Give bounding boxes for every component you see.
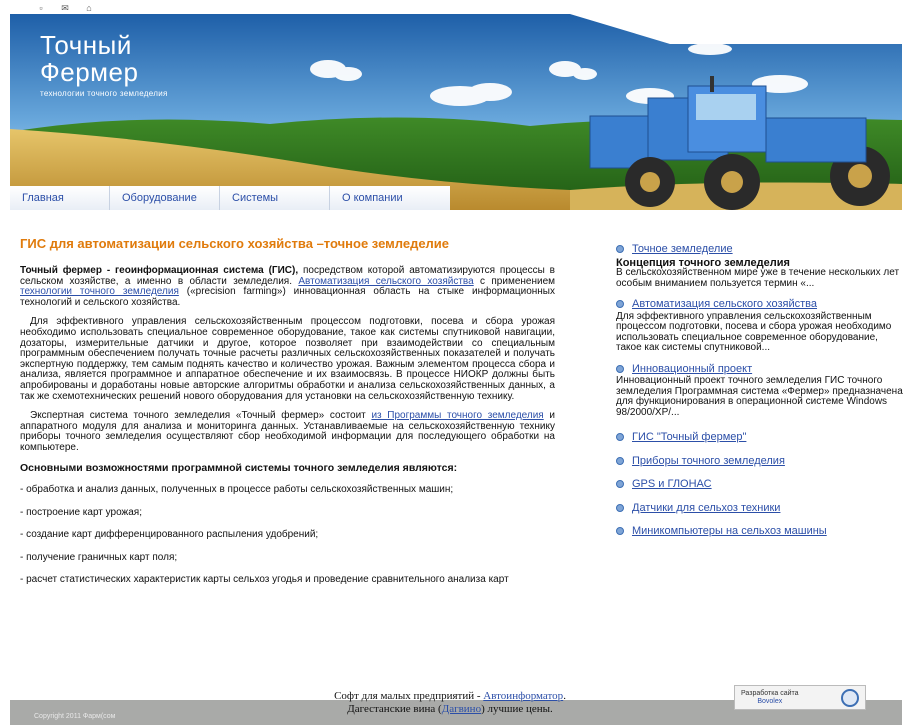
logo-tagline: технологии точного земледелия — [40, 89, 168, 98]
nav-item-home[interactable]: Главная — [10, 186, 110, 210]
mail-icon[interactable]: ✉ — [61, 3, 69, 13]
header-banner — [10, 14, 902, 210]
sidebar-link-gis[interactable]: ГИС "Точный фермер" — [632, 431, 747, 443]
expert-system-paragraph — [20, 411, 555, 453]
bullet-icon — [616, 365, 624, 373]
bullet-icon — [616, 245, 624, 253]
sidebar-heading: Концепция точного земледелия — [616, 256, 790, 269]
feature-item: - расчет статистических характеристик карты сельхоз угодья и проведение сравнительного анализа карт — [20, 574, 509, 586]
features-heading: Основными возможностями программной системы точного земледелия являются: — [20, 461, 458, 474]
browser-toolbar — [36, 4, 94, 13]
nav-item-about[interactable]: О компании — [330, 186, 450, 210]
badge-label: Разработка сайта — [741, 689, 799, 697]
bullet-icon — [616, 504, 624, 512]
main-nav — [10, 186, 470, 210]
badge-brand: Bovolex — [757, 697, 783, 705]
bullet-icon — [616, 480, 624, 488]
footer-text: . — [563, 690, 566, 702]
sidebar-block-automation — [616, 299, 906, 354]
main-content — [20, 266, 555, 598]
footer-link-dagvino[interactable]: Дагвино — [441, 703, 482, 715]
copyright-text: Copyright 2011 Фарм(сом — [34, 713, 116, 720]
sidebar-block-innovation — [616, 364, 906, 419]
sidebar-link-sensors[interactable]: Датчики для сельхоз техники — [632, 501, 781, 514]
feature-item: - создание карт дифференцированного распыления удобрений; — [20, 529, 319, 541]
sidebar-text: Инновационный проект точного земледелия ГИС точного земледелия Программная система «Фермер» предназначена для функционирования в операционной системе Windows 98/2000/XP/... — [616, 375, 903, 418]
intro-text-2: с применением — [473, 275, 556, 287]
feature-item: - обработка и анализ данных, полученных в процессе работы сельскохозяйственных машин; — [20, 484, 454, 496]
management-paragraph: Для эффективного управления сельскохозяйственным процессом подготовки, посева и сбора урожая необходимо использовать специальное современное оборудование, такое как системы спутниковой навигации, дозаторы, измерительные датчики и другое, которое позволяет при взаимодействии со специальным программным обеспечением получать точные расчеты различных сельскохозяйственных показателей и получать экспертную поддержку, тем самым поднять качество и количество урожая. Важным элементом процесса сбора и анализа, является программное и аппаратное обеспечение и их взаимосвязь. В процессе НИОКР должны быть апробированы и доработаны новые авторские алгоритмы обработки и анализа сельскохозяйственных данных, а так же схемотехнических решений нового оборудования для установки на сельскохозяйственную технику. — [20, 316, 555, 402]
footer-text: Софт для малых предприятий - — [334, 690, 484, 702]
sidebar-link-innovation[interactable]: Инновационный проект — [632, 362, 753, 375]
nav-item-equipment[interactable]: Оборудование — [110, 186, 220, 210]
sidebar — [616, 244, 906, 550]
footer-text: Дагестанские вина ( — [347, 703, 442, 715]
sidebar-link-automation[interactable]: Автоматизация сельского хозяйства — [632, 298, 818, 310]
page-title: ГИС для автоматизации сельского хозяйства –точное земледелие — [20, 236, 450, 251]
feature-item: - построение карт урожая; — [20, 506, 142, 518]
nav-item-systems[interactable]: Системы — [220, 186, 330, 210]
intro-text-3: («precision farming») инновационная область на стыке информационных технологий и сельского хозяйства. — [20, 286, 555, 308]
footer-link-autoinformator[interactable]: Автоинформатор — [483, 690, 564, 702]
developer-logo-icon — [841, 689, 859, 707]
bookmark-icon[interactable]: ⌂ — [86, 3, 92, 13]
logo-line2: Фермер — [40, 57, 139, 87]
intro-text-1: посредством которой автоматизируются процессы в сельском хозяйстве, а именно в области земледелия. — [20, 265, 555, 287]
sidebar-text: В сельскохозяйственном мире уже в течение нескольких лет особым вниманием пользуется термин «... — [616, 267, 900, 289]
automation-link[interactable]: Автоматизация сельского хозяйства — [298, 275, 474, 287]
precision-tech-link[interactable]: технологии точного земледелия — [20, 286, 179, 298]
site-logo[interactable] — [40, 32, 168, 98]
sidebar-link-precision[interactable]: Точное земледелие — [632, 243, 733, 255]
footer-text: ) лучшие цены. — [481, 703, 553, 715]
footer-links — [250, 690, 650, 716]
developer-badge[interactable] — [734, 685, 866, 710]
feature-item: - получение граничных карт поля; — [20, 551, 178, 563]
intro-paragraph — [20, 266, 555, 308]
sidebar-link-devices[interactable]: Приборы точного земледелия — [632, 454, 785, 467]
bullet-icon — [616, 433, 624, 441]
bullet-icon — [616, 300, 624, 308]
bullet-icon — [616, 457, 624, 465]
sidebar-link-minicomputers[interactable]: Миникомпьютеры на сельхоз машины — [632, 525, 827, 537]
sidebar-block-precision — [616, 244, 906, 289]
sidebar-link-gps[interactable]: GPS и ГЛОНАС — [632, 478, 712, 490]
logo-line1: Точный — [40, 30, 132, 60]
expert-text-2: и аппаратного модуля для анализа и мониторинга данных. Устанавливаемые на сельскохозяйственную технику приборы точного земледелия осуществляют сбор необходимой информации для последующего обработки на компьютере. — [20, 410, 555, 453]
program-link[interactable]: из Программы точного земледелия — [371, 410, 544, 422]
intro-bold: Точный фермер - геоинформационная система (ГИС), — [20, 265, 299, 276]
sidebar-text: Для эффективного управления сельскохозяйственным процессом подготовки, посева и сбора урожая необходимо использовать специальное современное оборудование, такое как системы спутниковой... — [616, 310, 892, 353]
bullet-icon — [616, 527, 624, 535]
expert-text-1: Экспертная система точного земледелия «Точный фермер» состоит — [30, 410, 372, 422]
page-icon[interactable]: ▫ — [39, 3, 43, 13]
